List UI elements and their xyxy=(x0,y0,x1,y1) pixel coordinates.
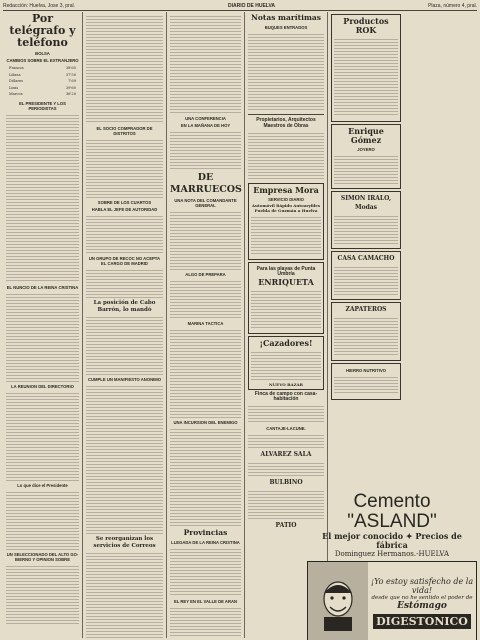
sub-joyero: JOYERO xyxy=(357,147,375,152)
exchange-name: Dólares xyxy=(9,79,24,84)
article-text xyxy=(170,14,241,114)
sub-reunion: LA REUNION DEL DIRECTORIO xyxy=(11,383,74,389)
article-text xyxy=(86,384,163,534)
digestonico-small: desde que no he sentido el poder de xyxy=(371,595,473,601)
sub-llegada: LLEGADA DE LA REINA CRISTINA xyxy=(171,539,240,545)
ad-text xyxy=(251,350,321,380)
cemento-title: Cemento "ASLAND" xyxy=(347,491,437,532)
face-icon xyxy=(316,575,360,631)
masthead-center: DIARIO DE HUELVA xyxy=(228,3,276,9)
ad-cemento xyxy=(307,492,477,638)
digestonico-brand: DIGESTONICO xyxy=(373,614,471,629)
ad-enrique xyxy=(331,124,401,189)
headline-notas: Notas marítimas xyxy=(251,13,321,22)
nuevo-bazar: NUEVO BAZAR xyxy=(269,381,303,387)
article-text xyxy=(86,14,163,124)
sub-marina: MARINA TACTICA xyxy=(187,321,224,326)
article-text xyxy=(86,214,163,254)
sub-rey: EL REY EN EL VALLE DE ARAN xyxy=(173,598,238,604)
masthead xyxy=(3,2,477,11)
ad-empresa-mora xyxy=(248,183,324,260)
sub-manana: EN LA MAÑANA DE HOY xyxy=(180,123,231,128)
sub-recoc: UN GRUPO DE RECOC NO ACEPTA EL CARGO DE MADRID xyxy=(88,256,161,266)
ad-cazadores xyxy=(248,336,324,390)
headline-provincias: Provincias xyxy=(183,528,228,537)
article-text xyxy=(6,292,79,382)
masthead-right: Plaza, número 4, pral. xyxy=(428,3,477,9)
article-text xyxy=(170,130,241,170)
ad-hierro xyxy=(331,363,401,400)
headline-sinon: SIMON IRALO, Modas xyxy=(340,195,392,211)
sub-servicio: SERVICIO DIARIO xyxy=(268,196,304,202)
sub-hablan: UN SELECCIONADO DEL ALTO GO-BIERNO Y OPINION SOBRE xyxy=(6,551,79,562)
sub-socio: EL SOCIO COMPRADOR DE DISTRITOS xyxy=(96,126,153,136)
ad-playas xyxy=(248,262,324,334)
article-text xyxy=(6,113,79,283)
article-text xyxy=(6,490,79,550)
exchange-value: 37'50 xyxy=(65,72,76,77)
ad-text xyxy=(334,214,398,244)
column-1 xyxy=(3,12,83,638)
headline-marruecos: DE MARRUECOS xyxy=(170,172,242,195)
hierro: HIERRO NUTRITIVO xyxy=(345,368,386,373)
sub-incursion: UNA INCURSION DEL ENEMIGO xyxy=(173,420,238,425)
exchange-row xyxy=(8,92,77,97)
patio: PATIO xyxy=(275,521,297,529)
article-text xyxy=(248,461,324,476)
cemento-sub: El mejor conocido ✦ Precios de fábrica xyxy=(322,531,462,550)
sub-auto: Automóvil Rápido Autoaryfiles Puebla de Guzmán a Huelva xyxy=(251,202,321,213)
article-text xyxy=(248,32,324,112)
sub-cuartos: SOBRE DE LOS CUARTOS xyxy=(97,200,152,205)
headline-fincas: Finca de campo con casa-habitación xyxy=(254,390,318,402)
article-text xyxy=(170,328,241,418)
article-text xyxy=(248,131,324,181)
article-text xyxy=(170,606,241,636)
ad-zapateros xyxy=(331,302,401,361)
sub-bolsa: BOLSA xyxy=(35,51,50,56)
sub-buques: BUQUES ENTRADOS xyxy=(264,24,308,30)
article-text xyxy=(86,268,163,298)
sub-nuncio: EL NUNCIO DE LA REINA CRISTINA xyxy=(6,284,79,290)
ad-camacho xyxy=(331,251,401,300)
exchange-value: 38'65 xyxy=(65,66,76,70)
exchange-row xyxy=(8,86,77,91)
ad-text xyxy=(334,316,398,356)
sub-manifiesto: CUMPLE UN MANIFIESTO ANONIMO xyxy=(87,377,162,382)
article-text xyxy=(86,315,163,375)
ad-text xyxy=(334,375,398,395)
headline-reorganizan: Se reorganizan los servicios de Correos xyxy=(93,536,156,549)
headline-propietarios: Propietarios, Arquitectos Maestros de Obras xyxy=(256,116,316,129)
ad-text xyxy=(251,215,321,255)
article-text xyxy=(248,433,324,448)
headline-playas: Para las playas de Punta Umbría xyxy=(256,265,316,277)
article-text xyxy=(86,138,163,198)
ad-sinon xyxy=(331,191,401,249)
article-text xyxy=(248,404,324,424)
headline-telegrafo: Por telégrafo y teléfono xyxy=(9,12,76,49)
sub-algo: ALGO DE PREPARA xyxy=(185,272,226,277)
dek-marruecos: UNA NOTA DEL COMANDANTE GENERAL xyxy=(174,198,237,208)
exchange-name: Libras xyxy=(9,72,21,77)
exchange-value: 36'20 xyxy=(65,92,76,97)
headline-rok: Productos ROK xyxy=(343,16,389,35)
ad-text xyxy=(334,154,398,184)
headline-enrique: Enrique Gómez xyxy=(348,126,384,145)
headline-enriqueta: ENRIQUETA xyxy=(258,276,314,287)
headline-posicion: La posición de Cabo Barrón, lo mandó xyxy=(93,300,156,313)
article-text xyxy=(170,279,241,319)
digestonico-word: Estómago xyxy=(397,601,447,611)
ad-text xyxy=(251,289,321,329)
digestonico-text xyxy=(368,562,476,640)
divider xyxy=(248,114,324,115)
headline-casa: CASA CAMACHO xyxy=(337,255,395,262)
ad-digestonico xyxy=(307,561,477,640)
exchange-name: Francos xyxy=(9,66,24,70)
article-text xyxy=(86,551,163,638)
exchange-row xyxy=(8,73,77,78)
exchange-row xyxy=(8,66,77,71)
man-illustration-icon xyxy=(308,562,368,640)
ad-text xyxy=(334,265,398,295)
exchange-value: 7'69 xyxy=(68,79,76,84)
sub-visitas: Lo que dice el Presidente xyxy=(17,482,68,488)
digestonico-head: ¡Yo estoy satisfecho de la vida! xyxy=(370,577,474,595)
sub-autoridad: HABLA EL JEFE DE AUTORIDAD xyxy=(91,207,158,212)
article-text xyxy=(6,564,79,624)
exchange-table xyxy=(6,64,79,99)
headline-empresa: Empresa Mora xyxy=(253,184,319,195)
cantaje: CANTAJE-LACUNE. xyxy=(266,425,306,431)
column-2 xyxy=(83,12,167,638)
article-text xyxy=(170,210,241,270)
sub-presidente: EL PRESIDENTE Y LOS PERIODISTAS xyxy=(19,100,66,111)
exchange-name: Marcos xyxy=(9,92,23,97)
ad-rok xyxy=(331,14,401,122)
exchange-value: 39'60 xyxy=(65,85,76,90)
exchange-row xyxy=(8,79,77,84)
sub-conferencia: UNA CONFERENCIA xyxy=(185,116,226,121)
headline-cazadores: ¡Cazadores! xyxy=(259,337,313,348)
exchange-name: Liras xyxy=(9,85,19,90)
article-text xyxy=(6,391,79,481)
article-text xyxy=(170,427,241,527)
cemento-sub2: Dominguez Hermanos.-HUELVA xyxy=(334,550,450,558)
headline-bulbino: BULBINO xyxy=(269,478,303,486)
sub-cambios: CAMBIOS SOBRE EL EXTRANJERO xyxy=(6,58,79,63)
masthead-left: Redacción: Huelva, Jose 3, pral. xyxy=(3,3,75,9)
headline-alvarez: ALVAREZ SALA xyxy=(260,450,312,458)
column-3 xyxy=(167,12,245,638)
ad-text xyxy=(334,37,398,117)
headline-zapateros: ZAPATEROS xyxy=(345,306,387,313)
article-text xyxy=(170,547,241,597)
